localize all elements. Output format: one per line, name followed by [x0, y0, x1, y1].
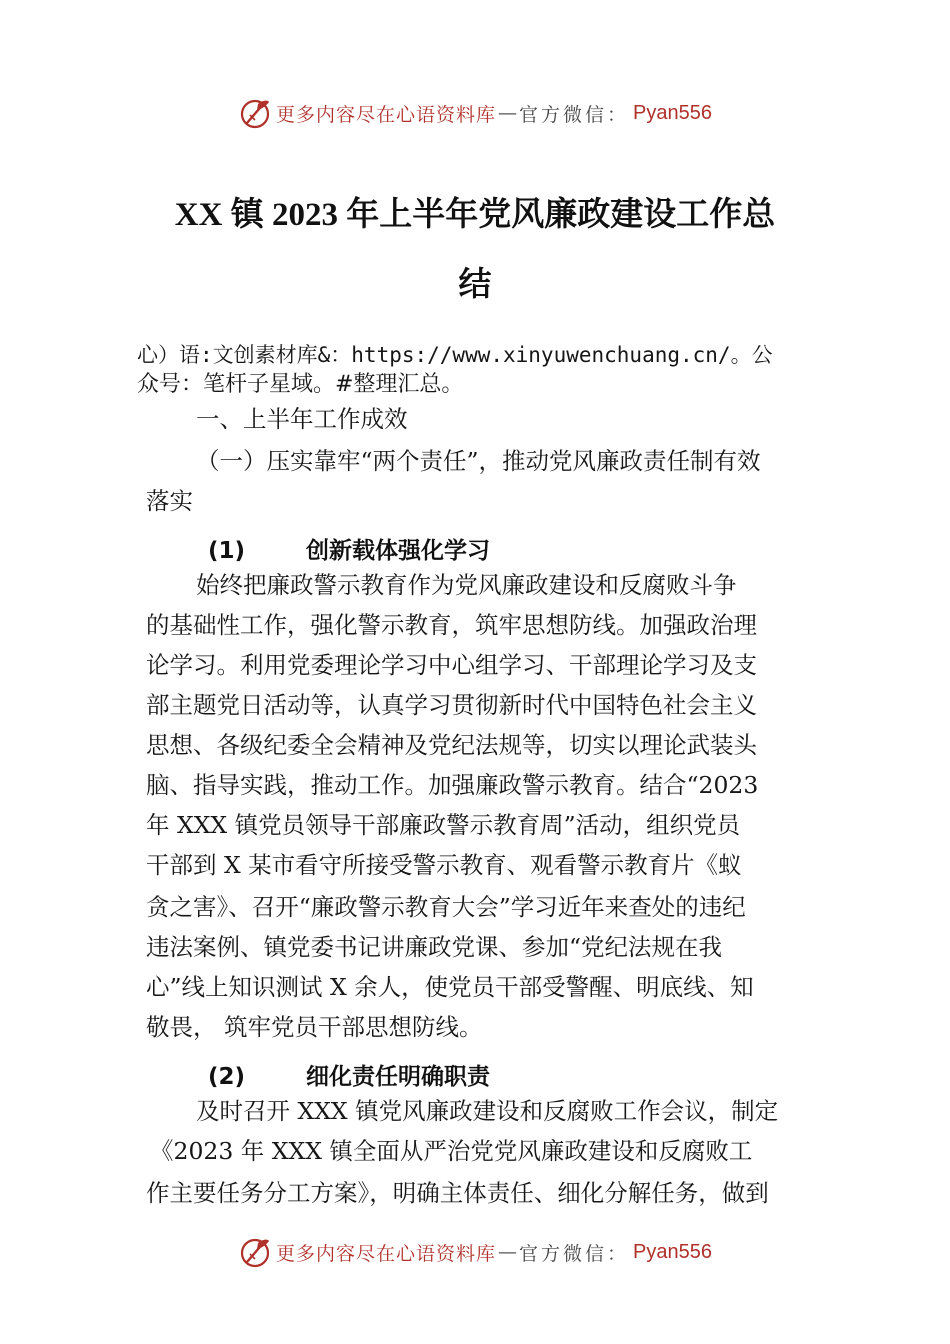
- paragraph-line: 年 XXX 镇党员领导干部廉政警示教育周”活动，组织党员: [146, 811, 741, 839]
- paragraph-line: 论学习。利用党委理论学习中心组学习、干部理论学习及支: [146, 651, 757, 679]
- watermark-separator: —: [498, 1241, 518, 1263]
- watermark-wechat-id: Pyan556: [633, 1240, 712, 1263]
- paragraph-line: 部主题党日活动等，认真学习贯彻新时代中国特色社会主义: [146, 691, 757, 719]
- source-line-1: 心）语:文创素材库&：https://www.xinyuwenchuang.cn/。公: [137, 343, 773, 367]
- quill-seal-icon: [238, 1235, 272, 1269]
- subheading-2: [208, 1058, 490, 1091]
- document-title-line-2: 结: [458, 267, 492, 303]
- watermark-promo-text: 更多内容尽在心语资料库: [276, 103, 497, 126]
- quill-seal-icon: [238, 96, 272, 130]
- heading-1-1-line-2: 落实: [146, 487, 193, 515]
- heading-1: 一、上半年工作成效: [196, 405, 408, 433]
- subheading-2-title: 细化责任明确职责: [306, 1064, 490, 1090]
- paragraph-line: 的基础性工作，强化警示教育，筑牢思想防线。加强政治理: [146, 611, 757, 639]
- paragraph-line: 干部到 X 某市看守所接受警示教育、观看警示教育片《蚁: [146, 851, 742, 879]
- subheading-1-title: 创新载体强化学习: [306, 538, 490, 564]
- paragraph-line: 违法案例、镇党委书记讲廉政党课、参加“党纪法规在我: [146, 933, 723, 961]
- paragraph-line: 思想、各级纪委全会精神及党纪法规等，切实以理论武装头: [146, 731, 757, 759]
- paragraph-line: 及时召开 XXX 镇党风廉政建设和反腐败工作会议，制定: [196, 1097, 779, 1125]
- watermark-banner-top: [0, 93, 950, 133]
- paragraph-line: 贪之害》、召开“廉政警示教育大会”学习近年来查处的违纪: [146, 893, 746, 921]
- watermark-wechat-label: 官方微信：: [519, 1242, 630, 1265]
- source-line-2: 众号：笔杆子星域。#整理汇总。: [137, 372, 464, 397]
- watermark-banner-bottom: [0, 1232, 950, 1272]
- paragraph-line: 心”线上知识测试 X 余人，使党员干部受警醒、明底线、知: [146, 973, 754, 1001]
- paragraph-line: 脑、指导实践，推动工作。加强廉政警示教育。结合“2023: [146, 771, 759, 799]
- watermark-wechat-id: Pyan556: [633, 101, 712, 124]
- heading-1-1-line-1: （一）压实靠牢“两个责任”，推动党风廉政责任制有效: [196, 447, 761, 475]
- watermark-promo-text: 更多内容尽在心语资料库: [276, 1242, 497, 1265]
- subheading-2-number: (2): [208, 1064, 246, 1090]
- watermark-separator: —: [498, 102, 518, 124]
- paragraph-line: 始终把廉政警示教育作为党风廉政建设和反腐败斗争: [196, 571, 737, 599]
- subheading-1: [208, 532, 490, 565]
- subheading-1-number: (1): [208, 538, 246, 564]
- document-title-line-1: XX 镇 2023 年上半年党风廉政建设工作总: [174, 197, 776, 233]
- paragraph-line: 《2023 年 XXX 镇全面从严治党党风廉政建设和反腐败工: [150, 1137, 753, 1165]
- paragraph-line: 作主要任务分工方案》，明确主体责任、细化分解任务，做到: [146, 1179, 769, 1207]
- watermark-wechat-label: 官方微信：: [519, 103, 630, 126]
- paragraph-line: 敬畏， 筑牢党员干部思想防线。: [146, 1013, 483, 1041]
